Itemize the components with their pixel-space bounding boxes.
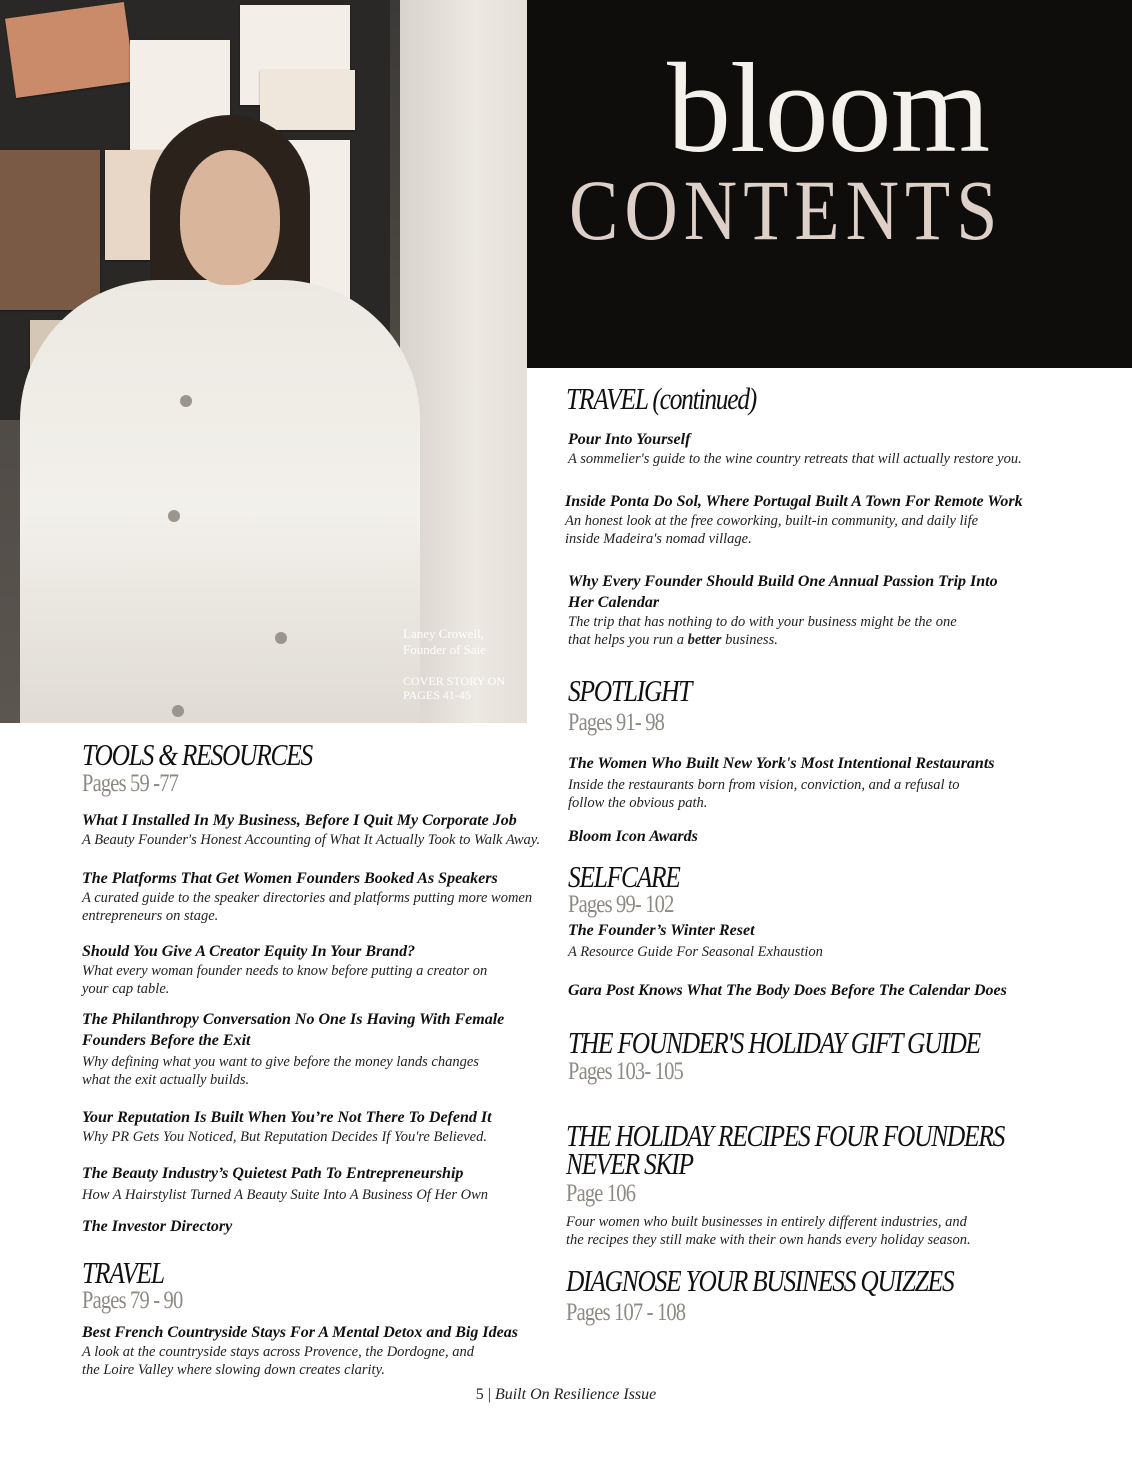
article-title: Founders Before the Exit [82, 1032, 251, 1049]
article-description: The trip that has nothing to do with your business might be the one [568, 614, 957, 630]
article-description: Why defining what you want to give before the money lands changes [82, 1054, 479, 1070]
article-description: inside Madeira's nomad village. [565, 531, 752, 547]
article-description: A Resource Guide For Seasonal Exhaustion [568, 944, 823, 960]
article-description-text: that helps you run a [568, 632, 688, 648]
article-description: A curated guide to the speaker directories and platforms putting more women [82, 890, 533, 906]
section-pages-recipes: Page 106 [566, 1180, 636, 1207]
cover-story-line: COVER STORY ON [403, 674, 506, 688]
article-description: An honest look at the free coworking, built-in community, and daily life [565, 513, 979, 529]
article-description-text: business. [721, 632, 778, 648]
section-pages-spotlight: Pages 91- 98 [568, 709, 665, 736]
article-description [568, 631, 998, 649]
issue-name: Built On Resilience Issue [494, 1386, 657, 1403]
article-title: What I Installed In My Business, Before I Quit My Corporate Job [82, 812, 517, 829]
caption-name: Laney Crowell, [403, 626, 484, 641]
article-entry[interactable] [82, 1163, 488, 1204]
article-description: Four women who built businesses in entirely different industries, and [566, 1214, 967, 1230]
section-title-quizzes[interactable]: DIAGNOSE YOUR BUSINESS QUIZZES [566, 1263, 954, 1298]
coat-button [180, 395, 192, 407]
article-title: Your Reputation Is Built When You’re Not There To Defend It [82, 1109, 492, 1126]
article-description: entrepreneurs on stage. [82, 908, 219, 924]
brand-logo: bloom [667, 37, 990, 179]
article-description: the recipes they still make with their own hands every holiday season. [566, 1232, 971, 1248]
article-entry[interactable] [568, 980, 1007, 1001]
section-title-travel-continued: TRAVEL (continued) [566, 381, 757, 416]
article-title: Pour Into Yourself [568, 431, 691, 448]
section-pages-tools: Pages 59 -77 [82, 770, 179, 797]
article-entry[interactable] [82, 868, 532, 925]
section-title-selfcare: SELFCARE [568, 859, 680, 894]
article-title: Should You Give A Creator Equity In Your Brand? [82, 943, 416, 960]
person-coat [20, 280, 420, 723]
photo-pin [260, 70, 355, 130]
section-title-recipes[interactable]: THE HOLIDAY RECIPES FOUR FOUNDERS [566, 1118, 1005, 1153]
article-description: How A Hairstylist Turned A Beauty Suite Into A Business Of Her Own [82, 1187, 489, 1203]
article-description: your cap table. [82, 981, 170, 997]
article-title: The Founder’s Winter Reset [568, 922, 755, 939]
cover-story-pages: PAGES 41-45 [403, 688, 471, 702]
article-title: Bloom Icon Awards [568, 828, 698, 845]
article-title: Best French Countryside Stays For A Mental Detox and Big Ideas [82, 1324, 518, 1341]
article-title: The Beauty Industry’s Quietest Path To Entrepreneurship [82, 1165, 464, 1182]
photo-caption [403, 626, 527, 702]
article-title: Inside Ponta Do Sol, Where Portugal Built A Town For Remote Work [565, 493, 1023, 510]
article-title: The Philanthropy Conversation No One Is Having With Female [82, 1011, 505, 1028]
article-title: Why Every Founder Should Build One Annual Passion Trip Into [568, 573, 998, 590]
article-description: What every woman founder needs to know before putting a creator on [82, 963, 488, 979]
page-footer [0, 1386, 1132, 1404]
page-number: 5 | [475, 1386, 495, 1403]
article-title: Gara Post Knows What The Body Does Before The Calendar Does [568, 982, 1007, 999]
section-pages-gift-guide: Pages 103- 105 [568, 1058, 683, 1085]
article-title: Her Calendar [568, 594, 660, 611]
article-entry[interactable] [82, 1009, 504, 1089]
article-entry[interactable] [568, 429, 1022, 468]
article-entry[interactable] [82, 1216, 232, 1237]
article-description: A Beauty Founder's Honest Accounting of What It Actually Took to Walk Away. [82, 832, 541, 848]
cover-story-note [403, 674, 527, 702]
coat-button [168, 510, 180, 522]
article-description: follow the obvious path. [568, 795, 708, 811]
article-entry[interactable] [82, 1107, 492, 1146]
article-description-emphasis: better [687, 632, 722, 648]
section-pages-quizzes: Pages 107 - 108 [566, 1299, 686, 1326]
article-title: The Investor Directory [82, 1218, 233, 1235]
photo-pin [5, 2, 135, 98]
article-entry[interactable] [82, 941, 487, 998]
article-description: what the exit actually builds. [82, 1072, 250, 1088]
article-entry[interactable] [568, 753, 995, 812]
cover-photo [0, 0, 527, 723]
section-title-spotlight: SPOTLIGHT [568, 673, 692, 708]
section-title-tools: TOOLS & RESOURCES [82, 737, 313, 772]
section-pages-selfcare: Pages 99- 102 [568, 891, 674, 918]
article-description: A sommelier's guide to the wine country retreats that will actually restore you. [568, 451, 1022, 467]
section-title-gift-guide[interactable]: THE FOUNDER'S HOLIDAY GIFT GUIDE [568, 1025, 980, 1060]
section-description-recipes [566, 1213, 971, 1249]
article-description: Inside the restaurants born from vision, conviction, and a refusal to [568, 777, 960, 793]
person-face [180, 150, 280, 285]
section-title-recipes-line2[interactable]: NEVER SKIP [566, 1146, 693, 1181]
article-entry[interactable] [82, 810, 540, 849]
article-description: A look at the countryside stays across Provence, the Dordogne, and [82, 1344, 474, 1360]
article-title: The Women Who Built New York's Most Intentional Restaurants [568, 755, 995, 772]
article-description: Why PR Gets You Noticed, But Reputation Decides If You're Believed. [82, 1129, 487, 1145]
article-entry[interactable] [565, 491, 1023, 548]
article-entry[interactable] [568, 571, 998, 649]
photo-pin [0, 150, 100, 310]
page-title: CONTENTS [569, 162, 1004, 258]
article-title: The Platforms That Get Women Founders Booked As Speakers [82, 870, 498, 887]
coat-button [275, 632, 287, 644]
article-entry[interactable] [82, 1322, 518, 1379]
article-entry[interactable] [568, 826, 698, 847]
caption-role: Founder of Saie [403, 642, 487, 657]
coat-button [172, 705, 184, 717]
article-description: the Loire Valley where slowing down creates clarity. [82, 1362, 385, 1378]
masthead [527, 0, 1132, 368]
article-entry[interactable] [568, 920, 823, 961]
section-title-travel: TRAVEL [82, 1255, 164, 1290]
section-pages-travel: Pages 79 - 90 [82, 1287, 183, 1314]
